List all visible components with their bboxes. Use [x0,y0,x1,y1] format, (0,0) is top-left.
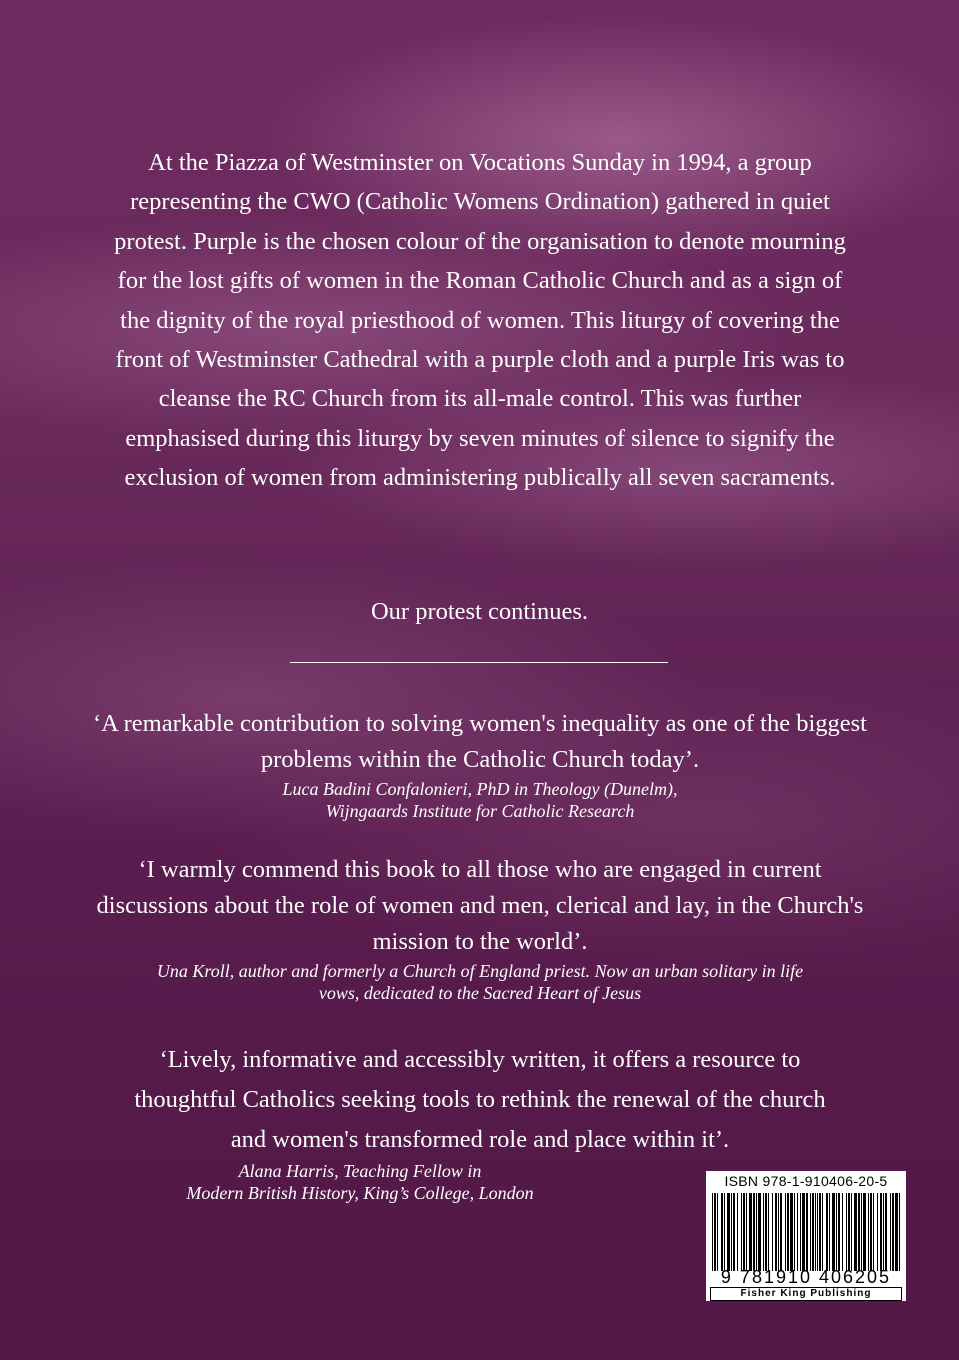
barcode-bar [838,1193,840,1271]
barcode-bar [858,1193,860,1271]
barcode-bar [749,1193,752,1271]
barcode-bar [746,1193,747,1271]
barcode-bar [727,1193,730,1271]
barcode-bar [842,1193,843,1271]
barcode-bar [851,1193,852,1271]
barcode-bar [712,1193,713,1271]
barcode-bar [812,1193,814,1271]
barcode-bar [815,1193,816,1271]
barcode-bar [743,1193,745,1271]
review-quote-text: ‘A remarkable contribution to solving women's inequality as one of the biggest problems within the Catholic Church today’. [93,710,867,773]
barcode-bar [790,1193,793,1271]
barcode-bar [772,1193,773,1271]
isbn-label: ISBN 978-1-910406-20-5 [724,1173,888,1189]
barcode-bar [775,1193,777,1271]
barcode-bar [819,1193,821,1271]
review-attribution-line: Luca Badini Confalonieri, PhD in Theology (Dunelm), [282,779,678,799]
review-quote-text: ‘Lively, informative and accessibly written, it offers a resource to thoughtful Catholics seeking tools to rethink the renewal of the church and women's transformed role and place within it’. [134,1046,826,1153]
barcode-bars [712,1193,900,1271]
barcode-bar [810,1193,811,1271]
barcode-bar [880,1193,882,1271]
barcode-bar [787,1193,789,1271]
barcode-bar [829,1193,830,1271]
barcode-bar [890,1193,891,1271]
barcode-bar [899,1193,900,1271]
barcode-digits: 9 781910 406205 [720,1267,892,1287]
barcode-bar [883,1193,884,1271]
barcode-bar [785,1193,786,1271]
barcode-bar [756,1193,757,1271]
barcode-bar [846,1193,847,1271]
isbn-barcode [706,1171,906,1301]
barcode-bar [870,1193,872,1271]
barcode-bar [763,1193,764,1271]
barcode-bar [861,1193,862,1271]
barcode-bar [733,1193,735,1271]
barcode-bar [778,1193,779,1271]
blurb-closing-line: Our protest continues. [370,598,589,625]
barcode-bar [806,1193,808,1271]
barcode-bar [731,1193,732,1271]
barcode-bar [753,1193,755,1271]
barcode-bar [724,1193,725,1271]
barcode-bar [780,1193,782,1271]
review-attribution-line: Wijngaards Institute for Catholic Research [325,801,635,821]
barcode-bar [854,1193,857,1271]
barcode-bar [802,1193,805,1271]
barcode-bar [758,1193,761,1271]
barcode-bar [800,1193,801,1271]
review-attribution-line: Alana Harris, Teaching Fellow in [238,1161,482,1181]
barcode-bar [826,1193,828,1271]
barcode-bar [832,1193,835,1271]
review-quote-1 [80,706,880,822]
barcode-bar [836,1193,837,1271]
review-quote-2 [80,852,880,1004]
barcode-bar [895,1193,898,1271]
blurb-paragraph: At the Piazza of Westminster on Vocations Sunday in 1994, a group representing the CWO (Catholic Womens Ordination) gathered in quiet protest. Purple is the chosen colour of the organisation to denote mourning for the lost gifts of women in the Roman Catholic Church and as a sign of the dignity of the royal priesthood of women. This liturgy of covering the front of Westminster Cathedral with a purple cloth and a purple Iris was to cleanse the RC Church from its all-male control. This was further emphasised during this liturgy by seven minutes of silence to signify the exclusion of women from administering publically all seven sacraments. [114,149,846,492]
barcode-bar [885,1193,887,1271]
barcode-bar [765,1193,767,1271]
barcode-bar [822,1193,823,1271]
barcode-bar [848,1193,850,1271]
barcode-bar [717,1193,718,1271]
divider-rule [290,662,668,663]
barcode-bar [873,1193,874,1271]
barcode-bar [721,1193,723,1271]
barcode-bar [892,1193,894,1271]
barcode-bar [863,1193,866,1271]
barcode-bar [768,1193,769,1271]
publisher-name: Fisher King Publishing [710,1287,902,1301]
barcode-bar [794,1193,795,1271]
barcode-bar [737,1193,738,1271]
review-attribution-line: vows, dedicated to the Sacred Heart of Jesus [318,983,642,1003]
barcode-bar [868,1193,869,1271]
barcode-bar [741,1193,742,1271]
review-attribution-line: Modern British History, King’s College, London [186,1183,534,1203]
barcode-bar [817,1193,818,1271]
review-attribution-line: Una Kroll, author and formerly a Church of England priest. Now an urban solitary in life [156,961,804,981]
barcode-bar [797,1193,798,1271]
barcode-bar [714,1193,716,1271]
review-quote-text: ‘I warmly commend this book to all those who are engaged in current discussions about the role of women and men, clerical and lay, in the Church's mission to the world’. [96,856,864,955]
barcode-bar [877,1193,878,1271]
